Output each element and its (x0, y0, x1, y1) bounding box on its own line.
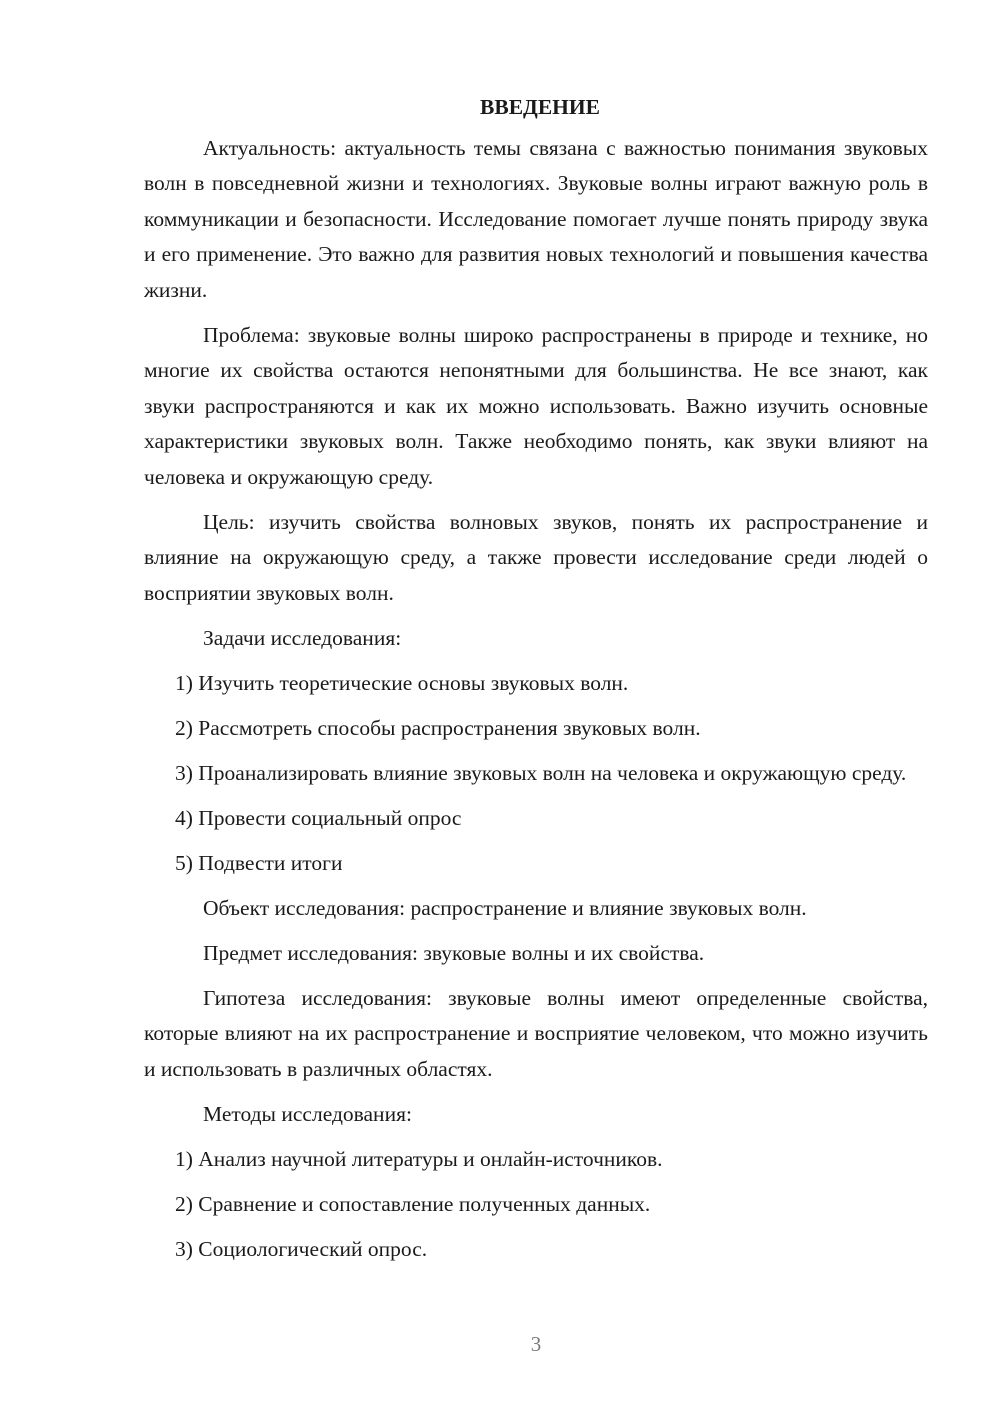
goal-paragraph: Цель: изучить свойства волновых звуков, понять их распространение и влияние на окружающую среду, а также провести исследование среди людей о восприятии звуковых волн. (144, 509, 928, 605)
document-page (144, 90, 928, 1277)
methods-label: Методы исследования: (203, 1101, 412, 1126)
page-title: ВВЕДЕНИЕ (480, 95, 600, 119)
task-item-3: 3) Проанализировать влияние звуковых волн на человека и окружающую среду. (175, 760, 907, 785)
method-item-3: 3) Социологический опрос. (175, 1236, 428, 1261)
tasks-label: Задачи исследования: (203, 625, 402, 650)
page-number: 3 (530, 1332, 542, 1356)
method-item-2: 2) Сравнение и сопоставление полученных данных. (175, 1191, 651, 1216)
problem-paragraph: Проблема: звуковые волны широко распространены в природе и технике, но многие их свойства остаются непонятными для большинства. Не все знают, как звуки распространяются и как их можно использовать. Важно изучить основные характеристики звуковых волн. Также необходимо понять, как звуки влияют на человека и окружающую среду. (144, 322, 928, 489)
task-item-4: 4) Провести социальный опрос (175, 805, 462, 830)
task-item-1: 1) Изучить теоретические основы звуковых волн. (175, 670, 629, 695)
task-item-2: 2) Рассмотреть способы распространения звуковых волн. (175, 715, 701, 740)
method-item-1: 1) Анализ научной литературы и онлайн-источников. (175, 1146, 663, 1171)
hypothesis-paragraph: Гипотеза исследования: звуковые волны имеют определенные свойства, которые влияют на их распространение и восприятие человеком, что можно изучить и использовать в различных областях. (144, 985, 928, 1081)
task-item-5: 5) Подвести итоги (175, 850, 343, 875)
relevance-paragraph: Актуальность: актуальность темы связана с важностью понимания звуковых волн в повседневной жизни и технологиях. Звуковые волны играют важную роль в коммуникации и безопасности. Исследование помогает лучше понять природу звука и его применение. Это важно для развития новых технологий и повышения качества жизни. (144, 135, 928, 302)
subject-paragraph: Предмет исследования: звуковые волны и их свойства. (203, 940, 705, 965)
object-paragraph: Объект исследования: распространение и влияние звуковых волн. (203, 895, 807, 920)
